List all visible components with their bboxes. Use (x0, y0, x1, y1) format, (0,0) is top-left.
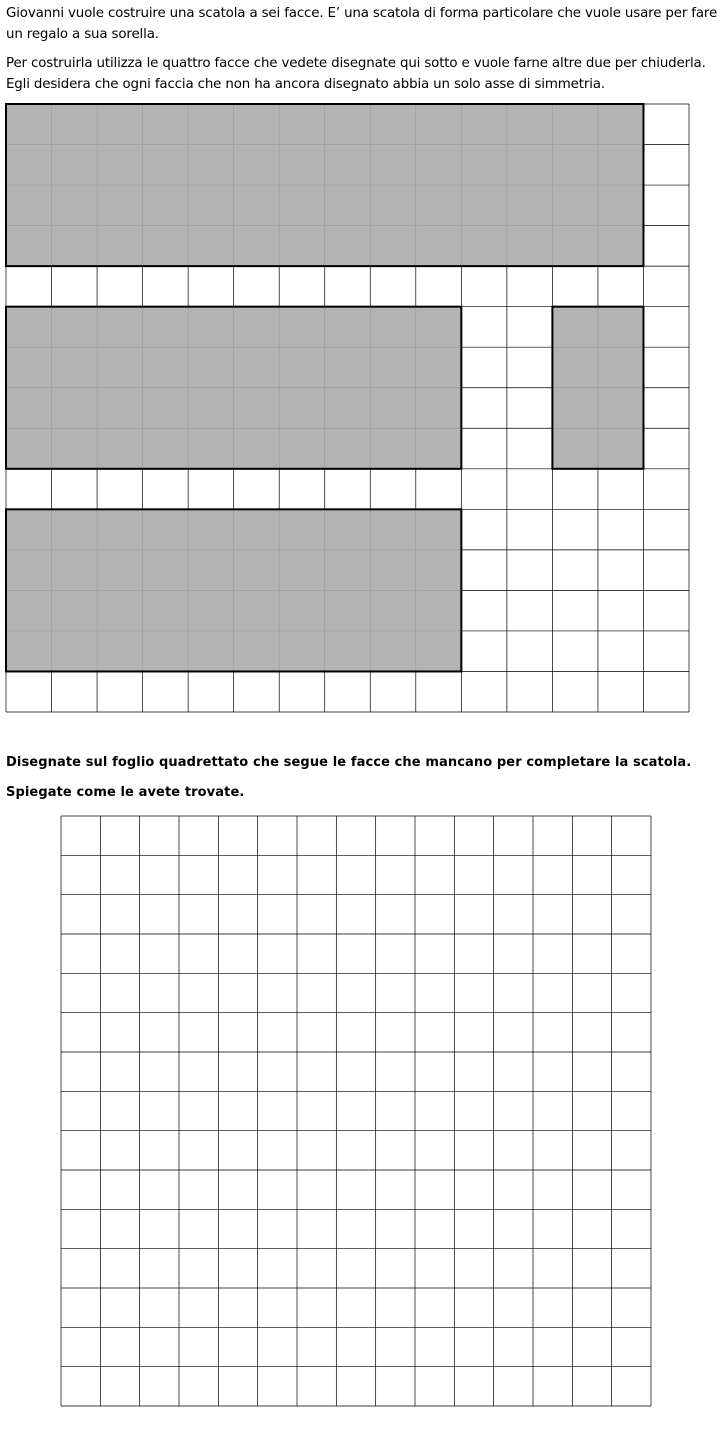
task-text: Per costruirla utilizza le quattro facce che vedete disegnate qui sotto e vuole farne altre due per chiuderla. Egli desidera che ogni faccia che non ha ancora disegnato abbia un solo asse di simmetria. (6, 56, 706, 92)
instruction-text: Disegnate sul foglio quadrettato che segue le facce che mancano per completare la scatola. (6, 755, 692, 770)
intro-text: Giovanni vuole costruire una scatola a sei facce. E’ una scatola di forma particolare che vuole usare per fare un regalo a sua sorella. (6, 6, 718, 42)
explain-text: Spiegate come le avete trovate. (6, 785, 245, 800)
